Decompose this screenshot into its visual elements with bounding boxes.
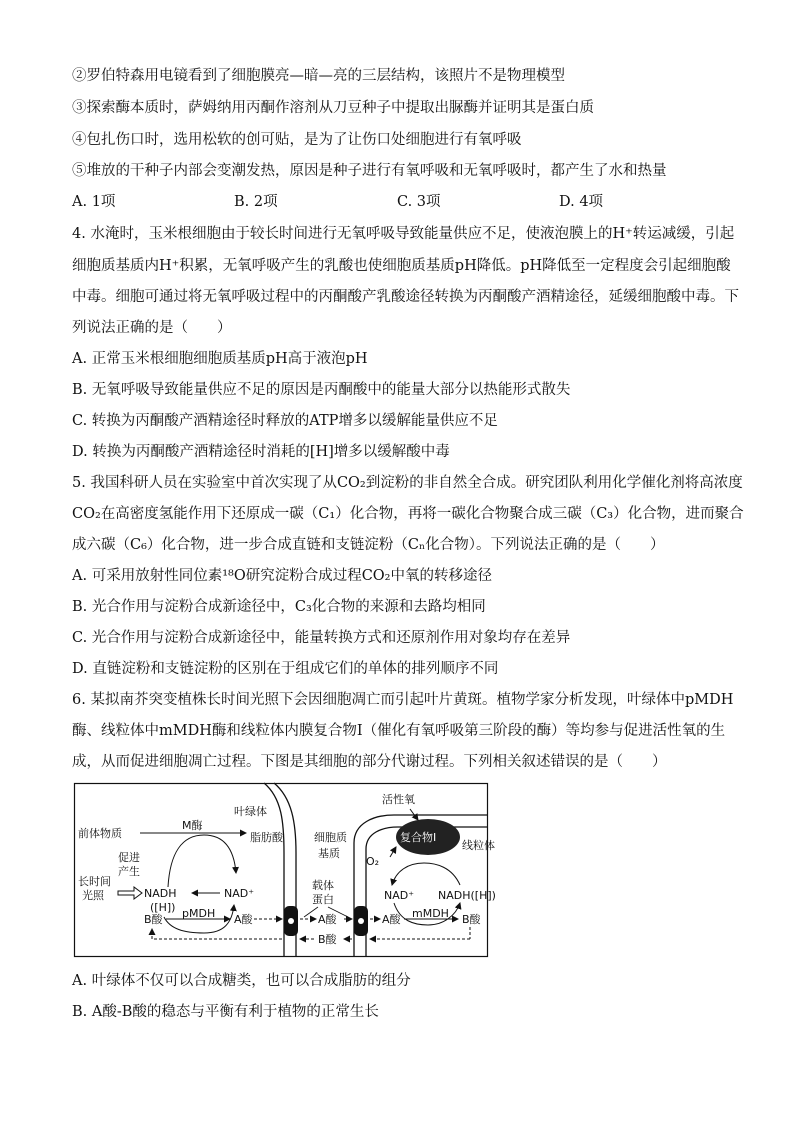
label-carrier-2: 蛋白 — [312, 893, 334, 906]
label-complex-i: 复合物Ⅰ — [400, 831, 437, 844]
q5-option-a: A. 可采用放射性同位素¹⁸O研究淀粉合成过程CO₂中氧的转移途径 — [72, 568, 492, 584]
label-carrier-1: 载体 — [312, 879, 334, 892]
q4-stem-4: 列说法正确的是（ ） — [72, 320, 232, 336]
label-h-left: ([H]) — [150, 901, 176, 914]
q3-statement-3: ③探索酶本质时，萨姆纳用丙酮作溶剂从刀豆种子中提取出脲酶并证明其是蛋白质 — [72, 100, 594, 116]
q6-stem-2: 酶、线粒体中mMDH酶和线粒体内膜复合物Ⅰ（催化有氧呼吸第三阶段的酶）等均参与促进活性氧的生 — [72, 723, 726, 739]
q6-stem-3: 成，从而促进细胞凋亡过程。下图是其细胞的部分代谢过程。下列相关叙述错误的是（ ） — [72, 754, 667, 770]
metabolism-diagram — [74, 783, 496, 957]
label-chloroplast: 叶绿体 — [234, 805, 267, 818]
q3-option-d: D. 4项 — [559, 194, 604, 210]
label-b-acid-right: B酸 — [462, 913, 481, 926]
q3-option-a: A. 1项 — [72, 194, 116, 210]
label-o2: O₂ — [366, 855, 380, 868]
q4-option-b: B. 无氧呼吸导致能量供应不足的原因是丙酮酸中的能量大部分以热能形式散失 — [72, 382, 571, 398]
label-nad-right: NAD⁺ — [384, 889, 415, 902]
label-precursor: 前体物质 — [78, 827, 122, 840]
q6-stem-1: 6. 某拟南芥突变植株长时间光照下会因细胞凋亡而引起叶片黄斑。植物学家分析发现，叶绿体中pMDH — [72, 692, 734, 708]
q4-option-d: D. 转换为丙酮酸产酒精途径时消耗的[H]增多以缓解酸中毒 — [72, 444, 450, 460]
q3-option-c: C. 3项 — [397, 194, 441, 210]
label-a-acid-right: A酸 — [382, 913, 401, 926]
label-m-enzyme: M酶 — [182, 819, 203, 832]
label-mmdh: mMDH — [412, 907, 449, 920]
q4-option-c: C. 转换为丙酮酸产酒精途径时释放的ATP增多以缓解能量供应不足 — [72, 413, 498, 429]
label-long-light-2: 光照 — [82, 889, 104, 902]
q3-option-b: B. 2项 — [234, 194, 278, 210]
label-a-acid-mid: A酸 — [318, 913, 337, 926]
label-promote-2: 产生 — [118, 865, 140, 878]
label-long-light-1: 长时间 — [78, 875, 111, 888]
q6-option-b: B. A酸-B酸的稳态与平衡有利于植物的正常生长 — [72, 1004, 379, 1020]
q5-option-c: C. 光合作用与淀粉合成新途径中，能量转换方式和还原剂作用对象均存在差异 — [72, 630, 571, 646]
q5-stem-2: CO₂在高密度氢能作用下还原成一碳（C₁）化合物，再将一碳化合物聚合成三碳（C₃）化合物，进而聚合 — [72, 506, 744, 522]
q4-stem-3: 中毒。细胞可通过将无氧呼吸过程中的丙酮酸产乳酸途径转换为丙酮酸产酒精途径，延缓细胞酸中毒。下 — [72, 289, 739, 305]
label-a-acid-left: A酸 — [234, 913, 253, 926]
label-promote-1: 促进 — [118, 851, 140, 864]
q3-statement-4: ④包扎伤口时，选用松软的创可贴，是为了让伤口处细胞进行有氧呼吸 — [72, 132, 522, 148]
q4-stem-2: 细胞质基质内H⁺积累，无氧呼吸产生的乳酸也使细胞质基质pH降低。pH降低至一定程度会引起细胞酸 — [72, 258, 731, 274]
label-nad-left: NAD⁺ — [224, 887, 255, 900]
label-b-acid-mid: B酸 — [318, 933, 337, 946]
q4-stem-1: 4. 水淹时，玉米根细胞由于较长时间进行无氧呼吸导致能量供应不足，使液泡膜上的H⁺转运减缓，引起 — [72, 226, 735, 242]
label-active-oxygen: 活性氧 — [382, 793, 415, 806]
q3-statement-2: ②罗伯特森用电镜看到了细胞膜亮—暗—亮的三层结构，该照片不是物理模型 — [72, 68, 565, 84]
q5-option-d: D. 直链淀粉和支链淀粉的区别在于组成它们的单体的排列顺序不同 — [72, 661, 499, 677]
q3-statement-5: ⑤堆放的干种子内部会变潮发热，原因是种子进行有氧呼吸和无氧呼吸时，都产生了水和热量 — [72, 163, 667, 179]
q4-option-a: A. 正常玉米根细胞细胞质基质pH高于液泡pH — [72, 351, 368, 367]
label-pmdh: pMDH — [182, 907, 216, 920]
label-nadh-left: NADH — [144, 887, 177, 900]
label-nadh-right: NADH([H]) — [438, 889, 496, 902]
q5-option-b: B. 光合作用与淀粉合成新途径中，C₃化合物的来源和去路均相同 — [72, 599, 486, 615]
label-cytoplasm-1: 细胞质 — [314, 831, 347, 844]
label-mitochondrion: 线粒体 — [462, 839, 495, 852]
label-fatty-acid: 脂肪酸 — [250, 831, 283, 844]
q5-stem-1: 5. 我国科研人员在实验室中首次实现了从CO₂到淀粉的非自然全合成。研究团队利用化学催化剂将高浓度 — [72, 475, 743, 491]
label-b-acid-left: B酸 — [144, 913, 163, 926]
label-cytoplasm-2: 基质 — [318, 847, 340, 860]
q5-stem-3: 成六碳（C₆）化合物，进一步合成直链和支链淀粉（Cₙ化合物）。下列说法正确的是（ ） — [72, 537, 665, 553]
q6-option-a: A. 叶绿体不仅可以合成糖类，也可以合成脂肪的组分 — [72, 973, 411, 989]
